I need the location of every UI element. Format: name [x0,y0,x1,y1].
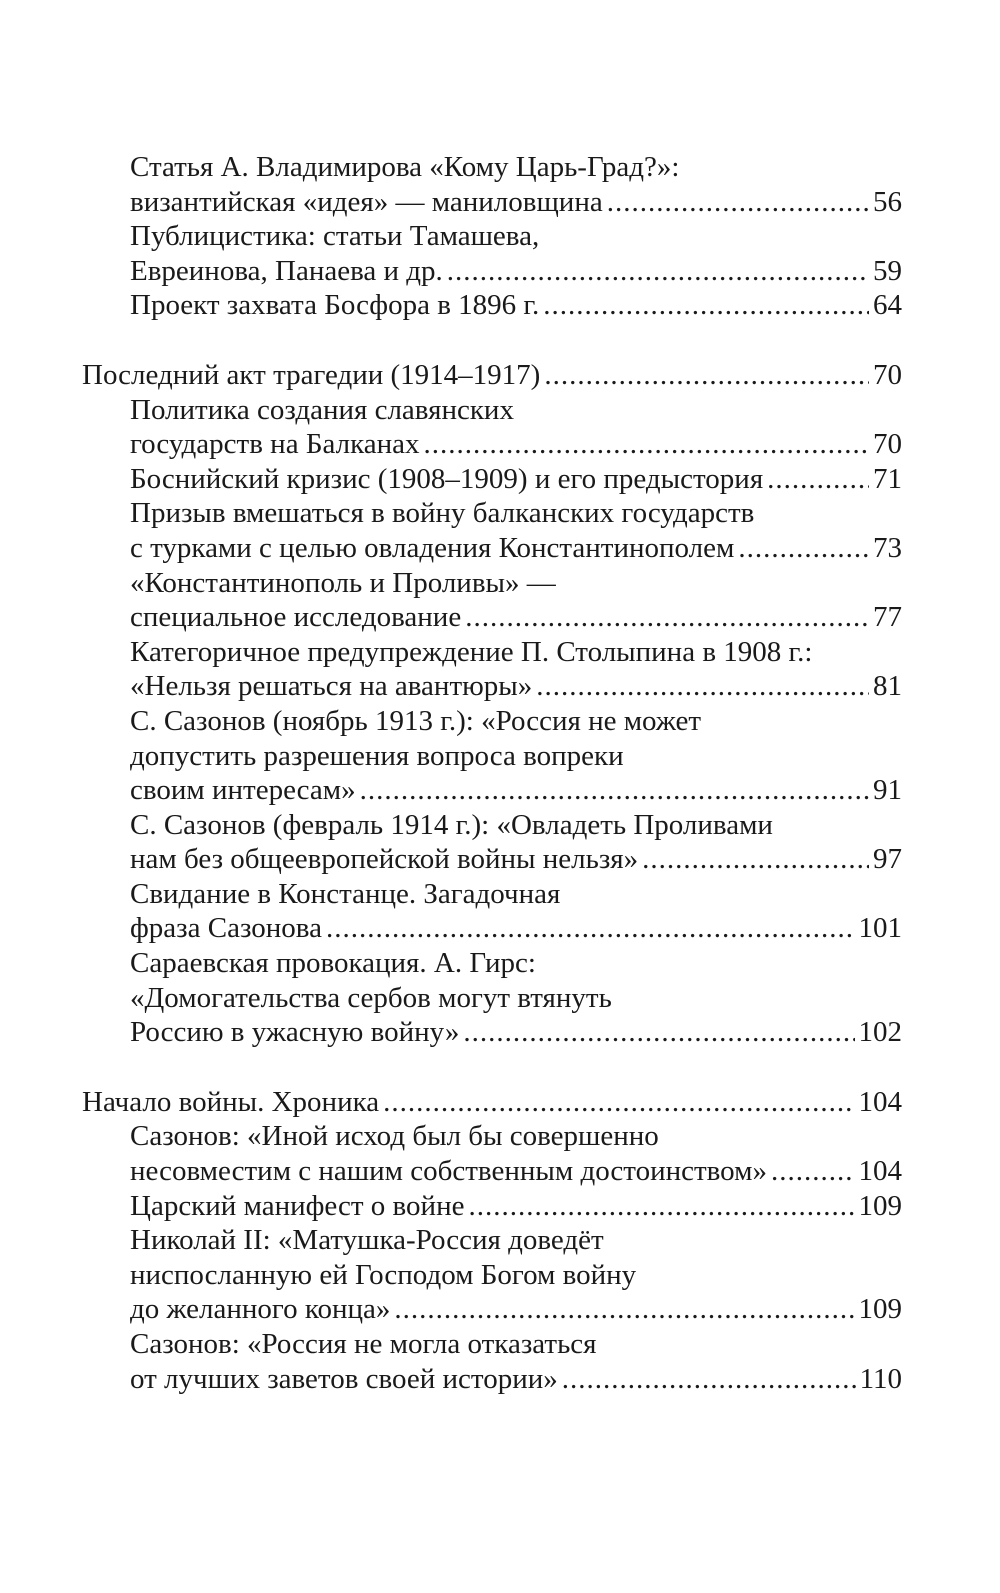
dot-leader [544,358,869,393]
dot-leader [738,531,869,566]
toc-section [0,358,1000,1050]
toc-entry-title: своим интересам» [130,774,356,807]
toc-line [130,462,902,497]
dot-leader [383,1085,854,1120]
toc-line [130,1015,902,1050]
toc-line [130,877,902,912]
dot-leader [360,773,869,808]
toc-line [130,842,902,877]
page-number: 77 [873,601,902,634]
dot-leader [771,1154,855,1189]
toc-line [130,1292,902,1327]
toc-entry-title: «Нельзя решаться на авантюры» [130,670,533,703]
page-number: 97 [873,843,902,876]
toc-subentry[interactable] [0,704,1000,808]
toc-entry-title: Сазонов: «Иной исход был бы совершенно [130,1120,659,1153]
toc-entry-title: до желанного конца» [130,1293,391,1326]
toc-entry-title: «Домогательства сербов могут втянуть [130,981,612,1014]
toc-entry-title: Начало войны. Хроника [82,1085,380,1118]
page-number: 91 [873,774,902,807]
toc-line [130,808,902,843]
page-number: 56 [873,185,902,218]
toc-line [130,911,902,946]
toc-entry-title: Царский манифест о войне [130,1189,465,1222]
dot-leader [468,1189,854,1224]
dot-leader [447,254,869,289]
toc-entry-title: Публицистика: статьи Тамашева, [130,220,540,253]
toc-entry-title: Боснийский кризис (1908–1909) и его предыстория [130,462,764,495]
dot-leader [543,288,869,323]
toc-line [130,1223,902,1258]
toc-section [0,150,1000,323]
toc-line [130,185,902,220]
section-gap [0,323,1000,358]
toc-entry-title: нам без общеевропейской войны нельзя» [130,843,639,876]
toc-entry-title: ниспосланную ей Господом Богом войну [130,1258,637,1291]
toc-line [130,1362,902,1397]
dot-leader [463,1015,854,1050]
dot-leader [536,669,869,704]
toc-line [82,1085,902,1120]
toc-subentry[interactable] [0,496,1000,565]
toc-subentry[interactable] [0,150,1000,219]
toc-line [130,150,902,185]
toc-line [130,1189,902,1224]
page-number: 70 [873,428,902,461]
page-number: 110 [859,1362,902,1395]
toc-entry-title: Николай II: «Матушка-Россия доведёт [130,1224,604,1257]
toc-entry-title: С. Сазонов (ноябрь 1913 г.): «Россия не может [130,704,702,737]
toc-line [130,600,902,635]
page-number: 109 [858,1293,902,1326]
dot-leader [642,842,869,877]
toc-entry-title: с турками с целью овладения Константинополем [130,531,735,564]
toc-line [130,981,902,1016]
page-number: 101 [858,912,902,945]
page-number: 64 [873,289,902,322]
toc-line [82,358,902,393]
toc-line [130,773,902,808]
toc-entry-title: С. Сазонов (февраль 1914 г.): «Овладеть Проливами [130,808,773,841]
toc-line [130,669,902,704]
toc-entry-title: Призыв вмешаться в войну балканских государств [130,497,755,530]
toc-entry-title: Политика создания славянских [130,393,514,426]
toc-line [130,393,902,428]
toc-line [130,1119,902,1154]
table-of-contents [0,150,1000,1396]
dot-leader [767,462,869,497]
toc-line [130,1154,902,1189]
toc-subentry[interactable] [0,219,1000,288]
toc-subentry[interactable] [0,946,1000,1050]
toc-entry-title: специальное исследование [130,601,462,634]
toc-subentry[interactable] [0,1223,1000,1327]
toc-chapter-entry[interactable] [0,358,1000,393]
page-number: 102 [858,1016,902,1049]
toc-entry-title: государств на Балканах [130,428,420,461]
toc-entry-title: византийская «идея» — маниловщина [130,185,603,218]
toc-entry-title: Свидание в Констанце. Загадочная [130,877,561,910]
page-number: 104 [858,1085,902,1118]
toc-subentry[interactable] [0,1189,1000,1224]
page-number: 81 [873,670,902,703]
dot-leader [562,1362,856,1397]
dot-leader [423,427,869,462]
toc-subentry[interactable] [0,877,1000,946]
toc-line [130,288,902,323]
toc-line [130,635,902,670]
toc-line [130,566,902,601]
toc-subentry[interactable] [0,1327,1000,1396]
toc-line [130,496,902,531]
toc-line [130,946,902,981]
page-number: 70 [873,358,902,391]
toc-subentry[interactable] [0,462,1000,497]
toc-entry-title: «Константинополь и Проливы» — [130,566,556,599]
toc-line [130,704,902,739]
toc-line [130,427,902,462]
toc-subentry[interactable] [0,288,1000,323]
toc-entry-title: несовместим с нашим собственным достоинством» [130,1155,767,1188]
toc-subentry[interactable] [0,566,1000,635]
dot-leader [394,1292,854,1327]
toc-entry-title: Последний акт трагедии (1914–1917) [82,358,541,391]
page-number: 71 [873,462,902,495]
page-number: 104 [858,1155,902,1188]
dot-leader [607,185,869,220]
toc-line [130,219,902,254]
toc-entry-title: Проект захвата Босфора в 1896 г. [130,289,540,322]
toc-line [130,1327,902,1362]
toc-chapter-entry[interactable] [0,1085,1000,1120]
toc-entry-title: Сазонов: «Россия не могла отказаться [130,1328,597,1360]
toc-line [130,254,902,289]
dot-leader [326,911,855,946]
toc-entry-title: Сараевская провокация. А. Гирс: [130,947,536,980]
toc-entry-title: от лучших заветов своей истории» [130,1362,558,1395]
toc-entry-title: Категоричное предупреждение П. Столыпина в 1908 г.: [130,635,813,668]
toc-subentry[interactable] [0,393,1000,462]
toc-section [0,1085,1000,1396]
toc-subentry[interactable] [0,635,1000,704]
toc-entry-title: Статья А. Владимирова «Кому Царь-Град?»: [130,151,680,183]
dot-leader [465,600,869,635]
page-number: 73 [873,531,902,564]
toc-line [130,739,902,774]
page-number: 109 [858,1189,902,1222]
toc-subentry[interactable] [0,1119,1000,1188]
toc-entry-title: фраза Сазонова [130,912,322,945]
toc-entry-title: допустить разрешения вопроса вопреки [130,739,624,772]
toc-line [130,1258,902,1293]
toc-subentry[interactable] [0,808,1000,877]
section-gap [0,1050,1000,1085]
toc-entry-title: Евреинова, Панаева и др. [130,254,443,287]
toc-entry-title: Россию в ужасную войну» [130,1016,460,1049]
toc-line [130,531,902,566]
page-number: 59 [873,254,902,287]
